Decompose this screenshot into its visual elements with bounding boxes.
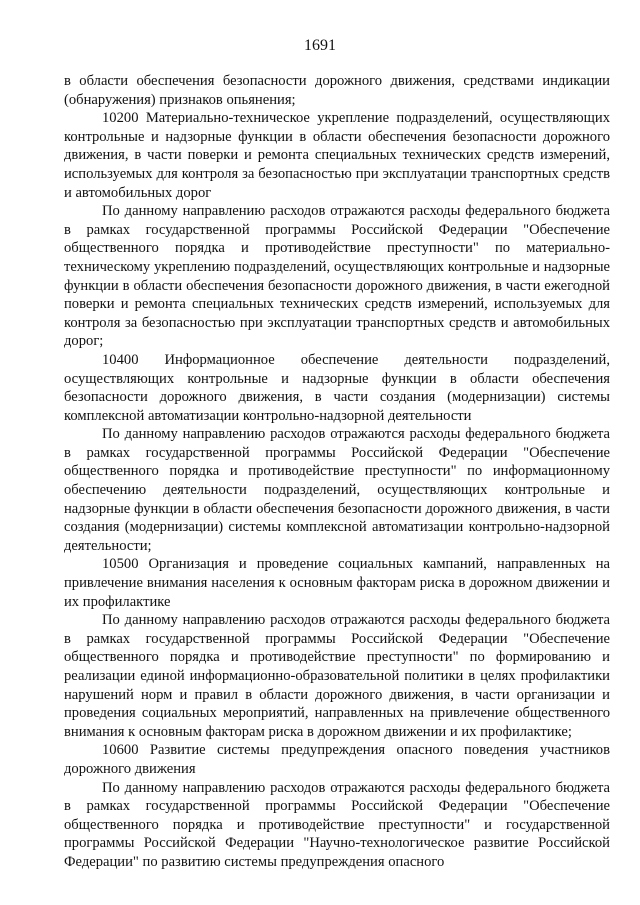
document-body — [64, 72, 610, 872]
page-number: 1691 — [304, 37, 336, 54]
paragraph: По данному направлению расходов отражаются расходы федерального бюджета в рамках государственной программы Российской Федерации "Обеспечение общественного порядка и противодействие преступности" по информационному обеспечению деятельности подразделений, осуществляющих контрольные и надзорные функции в области обеспечения безопасности дорожного движения, в части создания (модернизации) системы комплексной автоматизации контрольно-надзорной деятельности; — [64, 426, 610, 554]
paragraph: 10200 Материально-техническое укрепление подразделений, осуществляющих контрольные и надзорные функции в области обеспечения безопасности дорожного движения, в части поверки и ремонта специальных технических средств измерений, используемых для контроля за безопасностью при эксплуатации транспортных средств и автомобильных дорог — [64, 110, 610, 201]
paragraph: По данному направлению расходов отражаются расходы федерального бюджета в рамках государственной программы Российской Федерации "Обеспечение общественного порядка и противодействие преступности" по материально-техническому укреплению подразделений, осуществляющих контрольные и надзорные функции в области обеспечения безопасности дорожного движения, в части ежегодной поверки и ремонта специальных технических средств измерений, используемых для контроля за безопасностью при эксплуатации транспортных средств и автомобильных дорог; — [64, 203, 610, 350]
paragraph: в области обеспечения безопасности дорожного движения, средствами индикации (обнаружения) признаков опьянения; — [64, 73, 610, 108]
paragraph: 10600 Развитие системы предупреждения опасного поведения участников дорожного движения — [64, 742, 610, 777]
paragraph: По данному направлению расходов отражаются расходы федерального бюджета в рамках государственной программы Российской Федерации "Обеспечение общественного порядка и противодействие преступности" по формированию и реализации единой информационно-образовательной политики в целях профилактики нарушений норм и правил в области дорожного движения, в части организации и проведения социальных мероприятий, направленных на привлечение общественного внимания к основным факторам риска в дорожном движении и их профилактике; — [64, 612, 610, 740]
paragraph: По данному направлению расходов отражаются расходы федерального бюджета в рамках государственной программы Российской Федерации "Обеспечение общественного порядка и противодействие преступности" и государственной программы Российской Федерации "Научно-технологическое развитие Российской Федерации" по развитию системы предупреждения опасного — [64, 779, 610, 870]
paragraph: 10500 Организация и проведение социальных кампаний, направленных на привлечение внимания населения к основным факторам риска в дорожном движении и их профилактике — [64, 556, 610, 610]
paragraph: 10400 Информационное обеспечение деятельности подразделений, осуществляющих контрольные и надзорные функции в области обеспечения безопасности дорожного движения, в части создания (модернизации) системы комплексной автоматизации контрольно-надзорной деятельности — [64, 351, 610, 424]
